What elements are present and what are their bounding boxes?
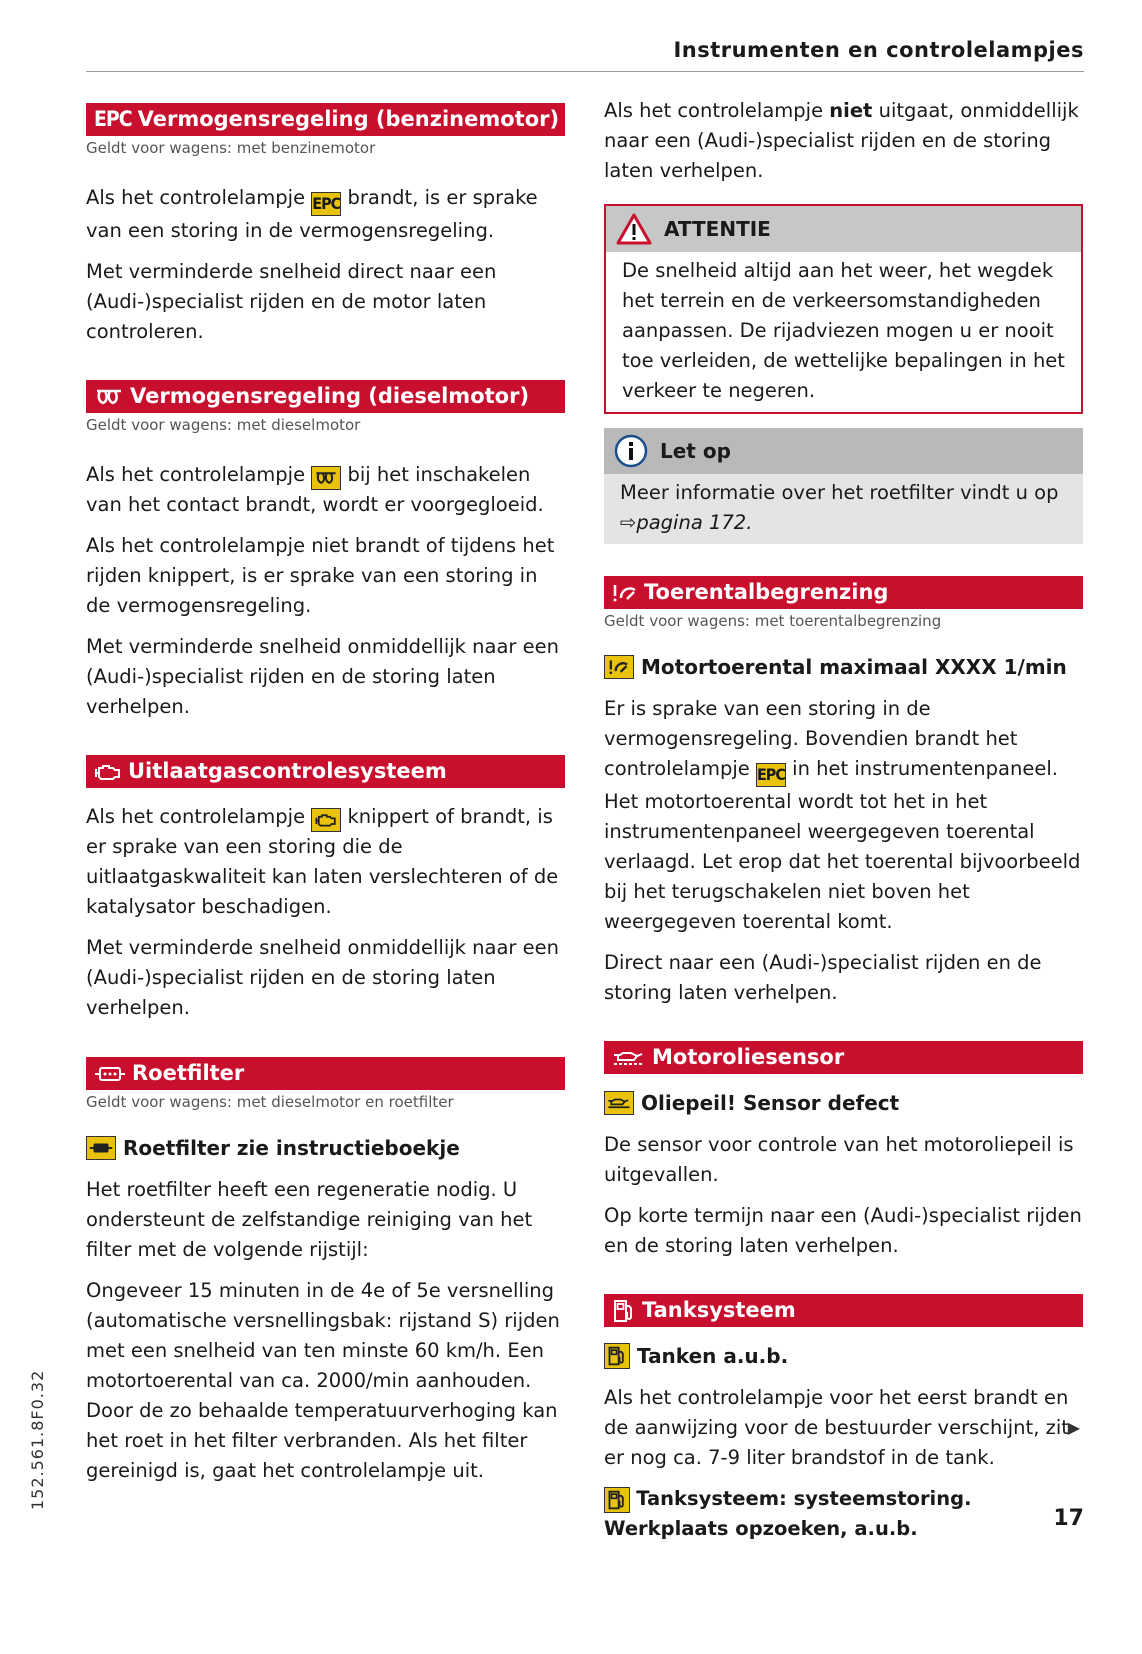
text: bij het inschakelen van het contact brandt, wordt er voorgegloeid. [86,463,544,516]
note-body [604,474,1083,544]
text: uitgaat, onmiddellijk naar een (Audi-)specialist rijden en de storing laten verhelpen. [604,99,1079,182]
sub-heading-text: Motortoerental maximaal XXXX 1/min [641,655,1067,679]
engine-icon [94,762,122,782]
paragraph: Met verminderde snelheid onmiddellijk naar een (Audi-)specialist rijden en de storing laten verhelpen. [86,936,559,1019]
fuel-pump-icon [612,1299,636,1323]
sub-heading-text: Roetfilter zie instructieboekje [123,1136,460,1160]
info-icon [614,434,648,468]
section-header-epc [86,103,565,136]
text: knippert of brandt, is er sprake van een storing die de uitlaatgaskwaliteit kan laten verslechteren of de katalysator beschadigen. [86,805,559,918]
sub-heading [86,1133,565,1163]
section-header-rpm-limit [604,576,1083,609]
sub-heading [604,1484,1083,1544]
section-header-diesel [86,380,565,413]
note-box [604,428,1083,544]
paragraph: Als het controlelampje voor het eerst brandt en de aanwijzing voor de bestuurder verschijnt, zit er nog ca. 7-9 liter brandstof in de tank. [604,1386,1069,1469]
note-title: Let op [660,439,731,463]
sub-heading-text: Oliepeil! Sensor defect [641,1091,900,1115]
warning-text: De snelheid altijd aan het weer, het wegdek het terrein en de verkeersomstandigheden aanpassen. De rijadviezen mogen u er nooit toe verleiden, de wettelijke bepalingen in het verkeer te negeren. [622,259,1065,402]
text: in het instrumentenpaneel. Het motortoerental wordt tot het in het instrumentenpaneel weergegeven toerental verlaagd. Let erop dat het toerental bijvoorbeeld bij het terugschakelen niet boven het weergegeven toerental komt. [604,757,1081,933]
fuel-pump-lamp-icon [604,1343,630,1369]
applies-note: Geldt voor wagens: met benzinemotor [86,139,376,157]
text: Als het controlelampje [604,99,824,122]
page-header-title: Instrumenten en controlelampjes [673,38,1084,62]
warning-body [606,252,1081,412]
paragraph: De sensor voor controle van het motoroliepeil is uitgevallen. [604,1133,1074,1186]
applies-note: Geldt voor wagens: met dieselmotor [86,416,361,434]
warning-title: ATTENTIE [664,217,771,241]
arrow-right-icon: ⇨ [620,511,637,534]
text: Als het controlelampje [86,186,306,209]
page-reference-link[interactable]: pagina 172 [636,511,747,534]
section-header-exhaust [86,755,565,788]
paragraph: Met verminderde snelheid onmiddellijk naar een (Audi-)specialist rijden en de storing laten verhelpen. [86,635,559,718]
applies-note: Geldt voor wagens: met toerentalbegrenzing [604,612,942,630]
header-rule [86,71,1084,72]
section-header-oil-sensor [604,1041,1083,1074]
section-title: Toerentalbegrenzing [644,580,889,604]
applies-note: Geldt voor wagens: met dieselmotor en roetfilter [86,1093,454,1111]
paragraph: Met verminderde snelheid direct naar een (Audi-)specialist rijden en de motor laten controleren. [86,260,497,343]
text: Als het controlelampje [86,463,306,486]
paragraph: Als het controlelampje niet brandt of tijdens het rijden knippert, is er sprake van een storing in de vermogensregeling. [86,534,555,617]
section-title: Roetfilter [132,1061,245,1085]
text: . [746,511,753,534]
section-header-soot-filter [86,1057,565,1090]
glow-plug-icon [94,387,124,407]
epc-icon: EPC [94,107,132,131]
right-column [604,99,1083,1544]
sub-heading-text: Tanksysteem: systeemstoring. Werkplaats opzoeken, a.u.b. [604,1487,972,1540]
warning-box [604,204,1083,414]
sub-heading-text: Tanken a.u.b. [637,1344,789,1368]
paragraph [86,183,565,246]
paragraph [86,802,565,922]
sub-heading [604,1088,1083,1118]
fuel-pump-lamp-icon [604,1487,630,1513]
epc-lamp-icon: EPC [756,763,786,787]
tachometer-lamp-icon [604,655,634,679]
warning-header [606,206,1081,252]
section-title: Tanksysteem [642,1298,796,1322]
sub-heading [604,652,1083,682]
note-text [620,478,1067,538]
left-column [86,103,565,1486]
engine-lamp-icon [311,808,341,832]
text: Er is sprake van een storing in de vermogensregeling. Bovendien brandt het controlelampje [604,697,1018,780]
section-title: Motoroliesensor [652,1045,845,1069]
text: Als het controlelampje [86,805,306,828]
soot-filter-icon [94,1065,126,1083]
document-code: 152.561.8F0.32 [28,1369,47,1510]
paragraph [604,96,1083,186]
sub-heading [604,1341,1083,1371]
paragraph: Op korte termijn naar een (Audi-)specialist rijden en de storing laten verhelpen. [604,1204,1082,1257]
next-page-arrow-icon[interactable]: ▶ [1067,1418,1080,1437]
paragraph: Het roetfilter heeft een regeneratie nodig. U ondersteunt de zelfstandige reiniging van het filter met de volgende rijstijl: [86,1178,533,1261]
paragraph [86,460,565,520]
paragraph: Ongeveer 15 minuten in de 4e of 5e versnelling (automatische versnellingsbak: rijstand S) rijden met een snelheid van ten minste 60 km/h. Een motortoerental van ca. 2000/min aanhouden. Door de zo behaalde temperatuurverhoging kan het roet in het filter verbranden. Als het filter gereinigd is, gaat het controlelampje uit. [86,1279,560,1482]
tachometer-limit-icon [612,582,638,604]
section-header-tank-system [604,1294,1083,1327]
section-title: Vermogensregeling (dieselmotor) [130,384,530,408]
section-title: Uitlaatgascontrolesysteem [128,759,447,783]
text-bold: niet [829,99,873,122]
warning-triangle-icon [616,213,652,245]
oil-sensor-lamp-icon [604,1091,634,1115]
section-title: Vermogensregeling (benzinemotor) [137,107,560,131]
epc-lamp-icon: EPC [311,192,341,216]
paragraph: Direct naar een (Audi-)specialist rijden en de storing laten verhelpen. [604,951,1042,1004]
note-header [604,428,1083,474]
page-number: 17 [1053,1506,1084,1531]
text: brandt, is er sprake van een storing in de vermogensregeling. [86,186,538,242]
soot-filter-lamp-icon [86,1136,116,1160]
paragraph [604,694,1083,937]
oil-sensor-icon [612,1049,646,1067]
glow-plug-lamp-icon [311,466,341,490]
text: Meer informatie over het roetfilter vindt u op [620,481,1059,504]
